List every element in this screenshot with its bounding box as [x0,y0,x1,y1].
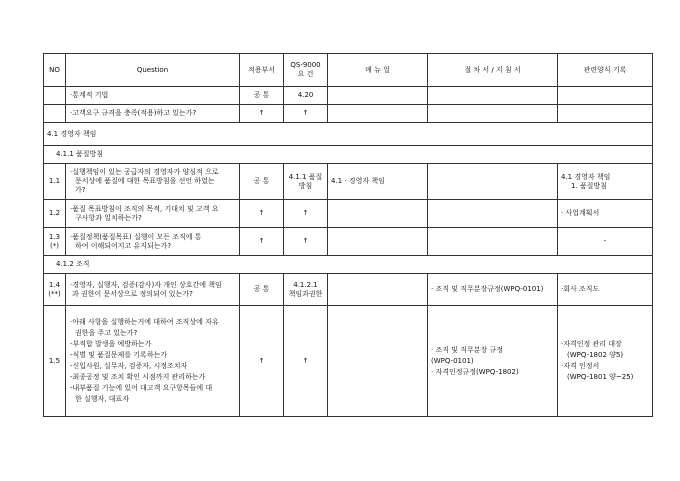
cell-manual [328,200,428,228]
table-row-1-3 [44,228,653,256]
cell-manual [328,105,428,123]
no-line: 1.3 [48,232,61,241]
cell-procedure [428,200,558,228]
cell-qs: ↑ [284,105,328,123]
cell-forms [558,87,653,105]
cell-dept: ↑ [240,200,284,228]
cell-dept: ↑ [240,306,284,417]
cell-forms: - [558,228,653,256]
cell-question [66,228,240,256]
header-qs [284,54,328,87]
question-line: ·품질정책(품질목표) 실행이 모든 조직에 통 [70,232,202,241]
question-line: -최종공정 및 조치 확인 시점까지 관리하는가 [70,373,206,381]
question-line: -신입사원, 실무자, 검증자, 시정조치자 [70,362,188,370]
section-row-4-1 [44,123,653,146]
question-line: 문서상에 품질에 대한 목표방침을 선언 하였는 [75,177,215,185]
header-manual: 매 뉴 얼 [328,54,428,87]
cell-qs: 4.20 [284,87,328,105]
question-line: 구사항과 일치하는가? [75,213,142,222]
cell-procedure: · 조직 및 직무분장규정(WPQ-0101) [428,274,558,306]
cell-question [66,200,240,228]
qs-line: 방침 [298,181,313,190]
table-row-1-1 [44,164,653,200]
cell-manual [328,306,428,417]
checklist-table [43,53,653,417]
table-row-1-5 [44,306,653,417]
cell-forms: ·회사 조직도 [558,274,653,306]
cell-question [66,164,240,200]
cell-no [44,105,66,123]
section-title: 4.1 경영자 책임 [44,123,653,146]
cell-procedure [428,164,558,200]
section-row-4-1-2 [44,256,653,274]
question-line: -식별 및 품질문제를 기록하는가 [70,351,168,359]
header-qs-line1: QS-9000 [290,61,321,69]
header-qs-line2: 요 건 [297,70,314,78]
forms-line: ·자격인정 관리 대장 [561,340,622,348]
cell-no [44,228,66,256]
table-row-cust [44,105,653,123]
cell-no: 1.5 [44,306,66,417]
section-row-4-1-1 [44,146,653,164]
header-dept: 적용부서 [240,54,284,87]
forms-line: (WPQ-1802 양5) [567,351,624,359]
cell-forms [558,105,653,123]
question-line: -부적합 발생을 예방하는가 [70,340,152,348]
forms-line: 1. 품질방침 [571,181,607,190]
header-no: NO [44,54,66,87]
header-question: Question [66,54,240,87]
table-row-1-2 [44,200,653,228]
question-line: 과 권한이 문서상으로 정의되어 있는가? [72,289,193,298]
cell-question [66,306,240,417]
section-subtitle: 4.1.1 품질방침 [44,146,653,164]
question-line: ·경영자, 실행자, 검증(감사)자 개인 상호간에 책임 [70,280,222,289]
cell-question [66,274,240,306]
no-line: (**) [48,289,61,298]
forms-line: ·자격 인정서 [561,362,600,370]
cell-procedure [428,228,558,256]
procedure-line: · 조직 및 직무분장 규정 [431,345,503,354]
header-procedure: 절 차 서 / 지 침 서 [428,54,558,87]
qs-line: 4.1.2.1 [293,280,318,289]
forms-line: (WPQ-1801 양~25) [567,373,634,381]
cell-procedure [428,306,558,417]
procedure-line: (WPQ-0101) [431,356,474,365]
cell-qs: ↑ [284,306,328,417]
cell-no: 1.1 [44,164,66,200]
cell-qs: ↑ [284,228,328,256]
cell-dept: 공 통 [240,274,284,306]
header-row [44,54,653,87]
qs9000-checklist-sheet [43,53,652,417]
question-line: 권한을 주고 있는가? [75,329,138,337]
cell-no [44,274,66,306]
forms-line: 4.1 경영자 책임 [561,172,611,181]
question-line: ·품질 목표방침이 조직의 목적, 기대치 및 고객 요 [70,204,219,213]
cell-question: ·고객요구 규격을 충족(적용)하고 있는가? [66,105,240,123]
cell-manual [328,228,428,256]
cell-qs [284,274,328,306]
cell-dept: 공 통 [240,164,284,200]
question-line: 가? [75,186,86,194]
cell-manual [328,87,428,105]
question-line: ·아래 사항을 실행하는거에 대하여 조직상에 자유 [70,318,219,326]
cell-forms [558,164,653,200]
section-subtitle: 4.1.2 조직 [44,256,653,274]
qs-line: 책임과권한 [288,289,323,298]
cell-manual [328,274,428,306]
question-line: 한 실행자, 대표자 [75,395,130,403]
table-row-1-4 [44,274,653,306]
cell-dept: 공 통 [240,87,284,105]
question-line: 하여 이해되어지고 유지되는가? [75,241,172,250]
question-line: -내부품질 기능에 있어 대고객 요구항목들에 대 [70,384,213,392]
cell-forms [558,306,653,417]
cell-dept: ↑ [240,228,284,256]
table-row-stat [44,87,653,105]
header-forms: 관련양식 기록 [558,54,653,87]
no-line: 1.4 [48,280,61,289]
cell-qs: ↑ [284,200,328,228]
question-line: ·실행책임이 있는 공급자의 경영자가 양심적 으로 [70,168,219,176]
cell-dept: ↑ [240,105,284,123]
cell-procedure [428,87,558,105]
cell-manual: 4.1 · 경영자 책임 [328,164,428,200]
cell-procedure [428,105,558,123]
cell-forms: · 사업계획서 [558,200,653,228]
cell-question: ·통계적 기법 [66,87,240,105]
cell-qs [284,164,328,200]
cell-no: 1.2 [44,200,66,228]
qs-line: 4.1.1 품질 [288,172,323,181]
cell-no [44,87,66,105]
no-line: (*) [50,241,59,250]
procedure-line: · 자격인정규정(WPQ-1802) [431,367,519,376]
